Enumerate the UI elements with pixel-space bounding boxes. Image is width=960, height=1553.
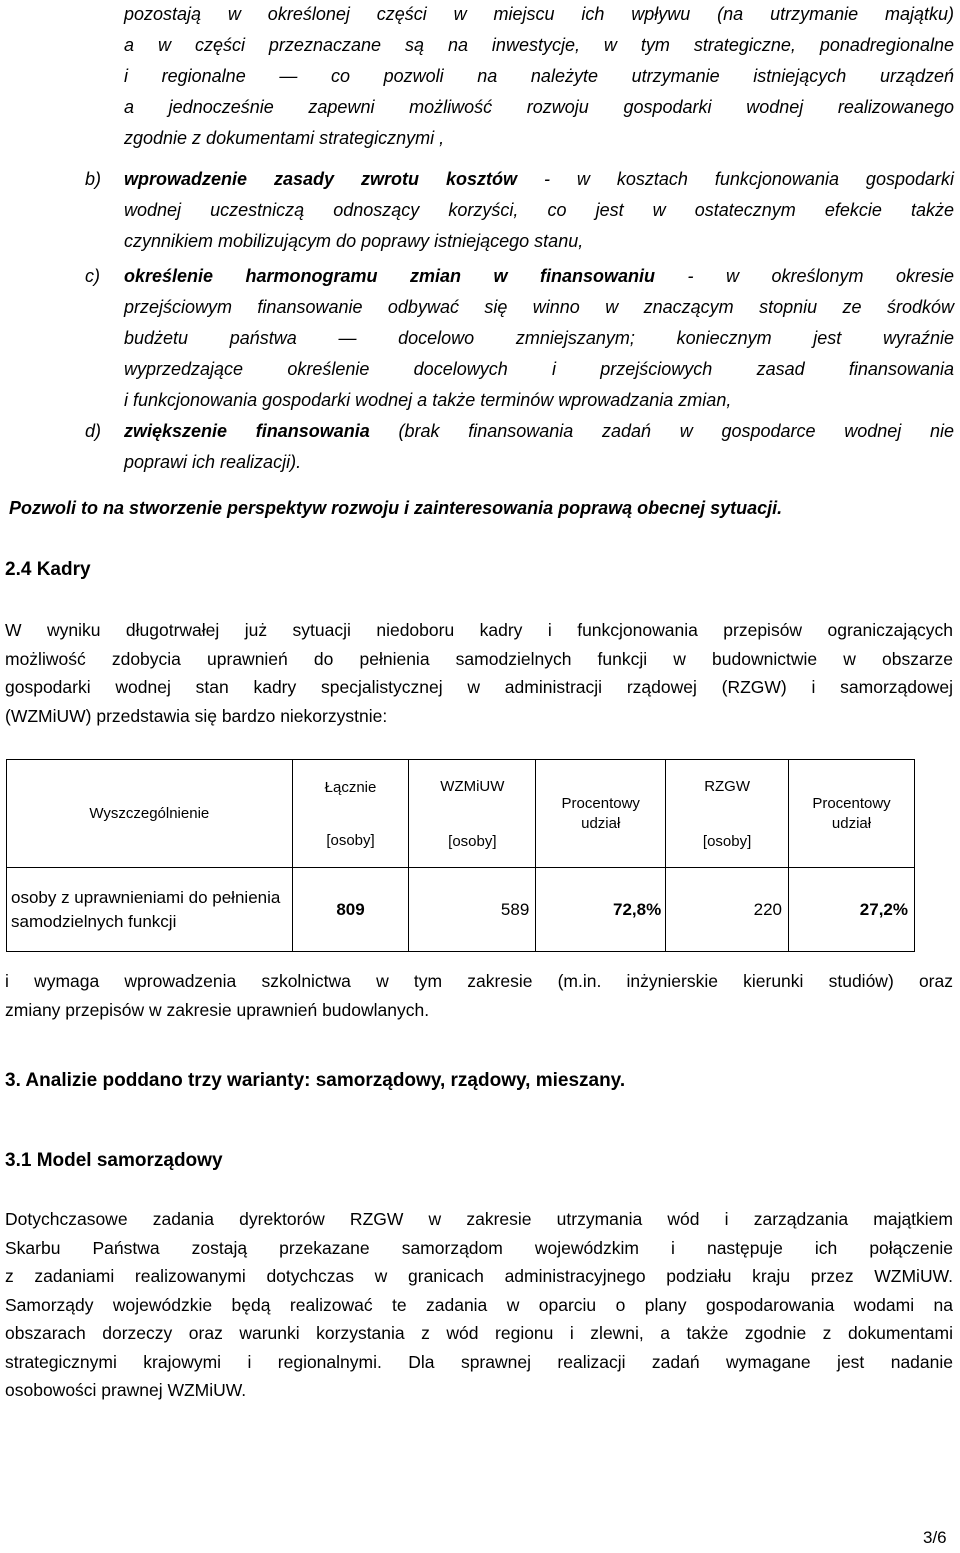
- header-cell: Procentowy udział: [789, 760, 915, 868]
- list-item-d: [124, 416, 954, 478]
- row-label-cell: osoby z uprawnieniami do pełnienia samodzielnych funkcji: [7, 868, 293, 952]
- list-item-text: czynnikiem mobilizującym do poprawy istniejącego stanu,: [124, 231, 584, 251]
- after-table-paragraph: [5, 967, 953, 1024]
- intro-continuation: [124, 0, 954, 154]
- paragraph-line: gospodarki wodnej stan kadry specjalistycznej w administracji rządowej (RZGW) i samorządowej: [5, 677, 953, 697]
- intro-line: zgodnie z dokumentami strategicznymi ,: [124, 128, 445, 148]
- list-item-bold: zwiększenie finansowania: [124, 421, 370, 441]
- list-item-text: wodnej uczestniczą odnoszący korzyści, co jest w ostatecznym efekcie także: [124, 200, 954, 220]
- paragraph-line: z zadaniami realizowanymi dotychczas w granicach administracyjnego podziału kraju przez WZMiUW.: [5, 1266, 953, 1286]
- header-cell: Procentowy udział: [536, 760, 666, 868]
- paragraph-line: W wyniku długotrwałej już sytuacji niedoboru kadry i funkcjonowania przepisów ograniczających: [5, 620, 953, 640]
- intro-line: i regionalne — co pozwoli na należyte utrzymanie istniejących urządzeń: [124, 66, 954, 86]
- list-item-text: i funkcjonowania gospodarki wodnej a także terminów wprowadzania zmian,: [124, 390, 732, 410]
- paragraph-line: osobowości prawnej WZMiUW.: [5, 1380, 247, 1400]
- conclusion-text: Pozwoli to na stworzenie perspektyw rozwoju i zainteresowania poprawą obecnej sytuacji.: [9, 498, 783, 518]
- table-header-row: [7, 760, 915, 868]
- section-heading-31: 3.1 Model samorządowy: [5, 1150, 223, 1171]
- list-item-b: [124, 164, 954, 257]
- header-cell: WZMiUW [osoby]: [409, 760, 536, 868]
- paragraph-line: Skarbu Państwa zostają przekazane samorządom wojewódzkim i następuje ich połączenie: [5, 1237, 953, 1258]
- kadry-paragraph: [5, 616, 953, 730]
- list-item-c: [124, 261, 954, 416]
- paragraph-line: Dotychczasowe zadania dyrektorów RZGW w zakresie utrzymania wód i zarządzania majątkiem: [5, 1209, 953, 1229]
- paragraph-line: możliwość zdobycia uprawnień do pełnienia samodzielnych funkcji w budownictwie w obszarze: [5, 648, 953, 669]
- list-item-text: - w określonym okresie: [655, 266, 954, 286]
- list-item-text: - w kosztach funkcjonowania gospodarki: [516, 169, 954, 189]
- list-marker-d: d): [85, 421, 102, 441]
- row-wzmiuw-cell: 589: [409, 868, 536, 952]
- intro-line: pozostają w określonej części w miejscu ich wpływu (na utrzymanie majątku): [124, 4, 954, 24]
- row-rzgw-cell: 220: [666, 868, 789, 952]
- paragraph-line: (WZMiUW) przedstawia się bardzo niekorzystnie:: [5, 705, 388, 726]
- table-row: [7, 868, 915, 952]
- list-item-text: poprawi ich realizacji).: [124, 452, 302, 472]
- list-item-bold: określenie harmonogramu zmian w finansowaniu: [124, 266, 656, 286]
- row-rzgw-pct-cell: 27,2%: [789, 868, 915, 952]
- list-marker-b: b): [85, 169, 102, 189]
- paragraph-line: Samorządy wojewódzkie będą realizować te zadania w oparciu o plany gospodarowania wodami na: [5, 1294, 953, 1315]
- page-number: 3/6: [923, 1528, 947, 1547]
- paragraph-line: i wymaga wprowadzenia szkolnictwa w tym zakresie (m.in. inżynierskie kierunki studiów) oraz: [5, 971, 953, 991]
- paragraph-line: obszarach dorzeczy oraz warunki korzystania z wód regionu i zlewni, a także zgodnie z dokumentami: [5, 1323, 953, 1343]
- list-marker-c: c): [85, 266, 100, 286]
- paragraph-line: zmiany przepisów w zakresie uprawnień budowlanych.: [5, 999, 430, 1020]
- list-item-text: budżetu państwa — docelowo zmniejszanym; koniecznym jest wyraźnie: [124, 328, 954, 348]
- header-cell: RZGW [osoby]: [666, 760, 789, 868]
- list-item-text: wyprzedzające określenie docelowych i przejściowych zasad finansowania: [124, 359, 954, 379]
- row-total-cell: 809: [292, 868, 409, 952]
- header-cell: Wyszczególnienie: [7, 760, 293, 868]
- header-cell: Łącznie [osoby]: [292, 760, 409, 868]
- intro-line: a w części przeznaczane są na inwestycje, w tym strategiczne, ponadregionalne: [124, 35, 954, 55]
- list-item-text: przejściowym finansowanie odbywać się winno w znaczącym stopniu ze środków: [124, 297, 954, 317]
- section-heading-kadry: 2.4 Kadry: [5, 559, 91, 580]
- list-item-bold: wprowadzenie zasady zwrotu kosztów: [124, 169, 517, 189]
- section-31-paragraph: [5, 1205, 953, 1405]
- section-heading-3: 3. Analizie poddano trzy warianty: samorządowy, rządowy, mieszany.: [5, 1070, 626, 1091]
- row-wzmiuw-pct-cell: 72,8%: [536, 868, 666, 952]
- paragraph-line: strategicznymi krajowymi i regionalnymi. Dla sprawnej realizacji zadań wymagane jest nadanie: [5, 1351, 953, 1372]
- intro-line: a jednocześnie zapewni możliwość rozwoju gospodarki wodnej realizowanego: [124, 97, 954, 117]
- kadry-table: [6, 759, 915, 952]
- list-item-text: (brak finansowania zadań w gospodarce wodnej nie: [369, 421, 954, 441]
